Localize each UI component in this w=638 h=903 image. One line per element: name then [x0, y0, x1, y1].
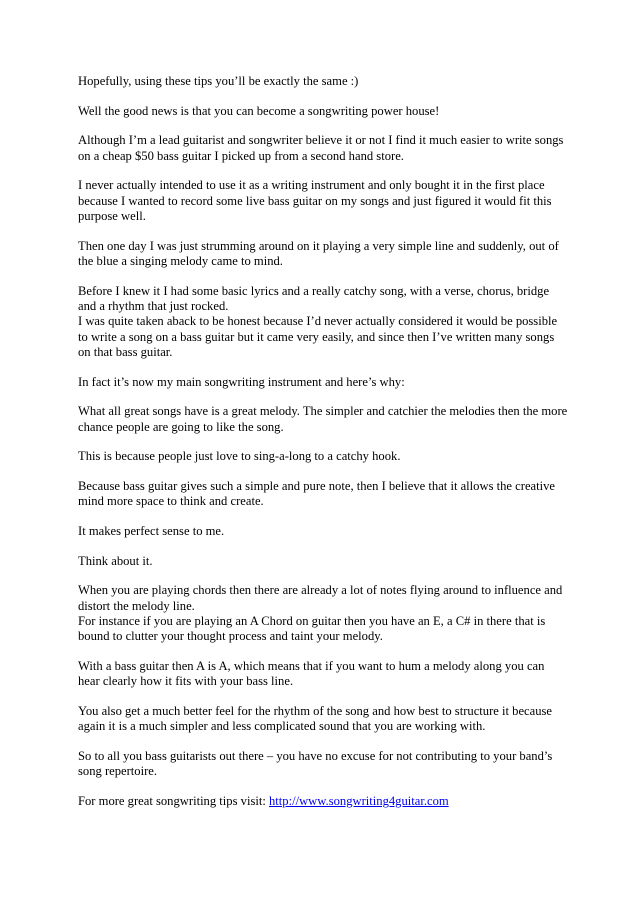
paragraph-text: When you are playing chords then there are already a lot of notes flying around to influence and distort the melody line.	[78, 583, 563, 613]
paragraph-6	[78, 284, 568, 361]
paragraph-text: I was quite taken aback to be honest because I’d never actually considered it would be possible to write a song on a bass guitar but it came very easily, and since then I’ve written many songs on that bass guitar.	[78, 314, 558, 360]
paragraph-text: So to all you bass guitarists out there – you have no excuse for not contributing to your band’s song repertoire.	[78, 749, 553, 779]
paragraph-2	[78, 104, 568, 119]
paragraph-10	[78, 479, 568, 510]
paragraph-text: In fact it’s now my main songwriting instrument and here’s why:	[78, 374, 405, 389]
paragraph-12	[78, 554, 568, 569]
songwriting-site-link[interactable]: http://www.songwriting4guitar.com	[269, 794, 449, 808]
paragraph-1	[78, 74, 568, 89]
paragraph-text: Before I knew it I had some basic lyrics and a really catchy song, with a verse, chorus, bridge and a rhythm that just rocked.	[78, 283, 550, 313]
paragraph-text: With a bass guitar then A is A, which means that if you want to hum a melody along you can hear clearly how it fits with your bass line.	[78, 659, 545, 689]
paragraph-text: Then one day I was just strumming around on it playing a very simple line and suddenly, out of the blue a singing melody came to mind.	[78, 238, 559, 268]
paragraph-text: What all great songs have is a great melody. The simpler and catchier the melodies then the more chance people are going to like the song.	[78, 404, 568, 434]
paragraph-11	[78, 524, 568, 539]
paragraph-4	[78, 178, 568, 224]
paragraph-16	[78, 749, 568, 780]
paragraph-text: It makes perfect sense to me.	[78, 524, 225, 538]
document-page	[78, 74, 568, 824]
paragraph-text: You also get a much better feel for the rhythm of the song and how best to structure it because again it is a much simpler and less complicated sound that you are working with.	[78, 704, 553, 734]
paragraph-7	[78, 375, 568, 390]
paragraph-text: Well the good news is that you can become a songwriting power house!	[78, 103, 440, 118]
footer-text: For more great songwriting tips visit:	[78, 794, 269, 808]
paragraph-15	[78, 704, 568, 735]
paragraph-5	[78, 239, 568, 270]
paragraph-14	[78, 659, 568, 690]
paragraph-text: For instance if you are playing an A Chord on guitar then you have an E, a C# in there that is bound to clutter your thought process and taint your melody.	[78, 614, 546, 644]
paragraph-3	[78, 133, 568, 164]
paragraph-13	[78, 583, 568, 645]
paragraph-text: Because bass guitar gives such a simple and pure note, then I believe that it allows the creative mind more space to think and create.	[78, 479, 556, 509]
paragraph-text: Think about it.	[78, 553, 153, 568]
footer-paragraph	[78, 794, 568, 809]
paragraph-text: I never actually intended to use it as a writing instrument and only bought it in the first place because I wanted to record some live bass guitar on my songs and just figured it would fit this purpose well.	[78, 178, 552, 223]
paragraph-9	[78, 449, 568, 464]
paragraph-8	[78, 404, 568, 435]
paragraph-text: Hopefully, using these tips you’ll be exactly the same :)	[78, 74, 359, 88]
paragraph-text: This is because people just love to sing-a-long to a catchy hook.	[78, 449, 401, 464]
paragraph-text: Although I’m a lead guitarist and songwriter believe it or not I find it much easier to write songs on a cheap $50 bass guitar I picked up from a second hand store.	[78, 133, 564, 163]
